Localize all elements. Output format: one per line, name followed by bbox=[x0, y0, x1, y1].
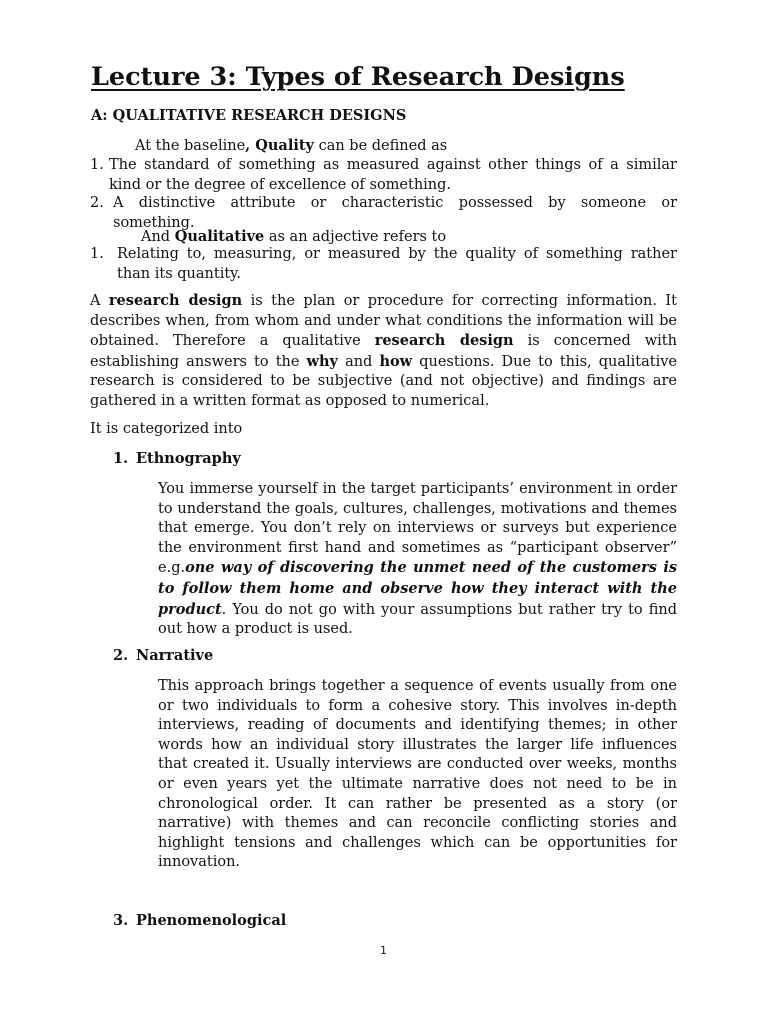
qualitative-definitions bbox=[90, 245, 677, 284]
categorized-intro: It is categorized into bbox=[90, 421, 243, 437]
qualitative-intro: And Qualitative as an adjective refers to bbox=[141, 228, 447, 245]
page-number: 1 bbox=[380, 944, 387, 957]
quality-definitions bbox=[90, 156, 677, 233]
page-title: Lecture 3: Types of Research Designs bbox=[91, 62, 625, 92]
category-heading-narrative: 2. Narrative bbox=[113, 647, 214, 664]
list-item: 1. The standard of something as measured against other things of a similar kind or the degree of excellence of something. bbox=[90, 157, 677, 193]
category-heading-phenomenological: 3. Phenomenological bbox=[113, 912, 287, 929]
ethnography-paragraph: You immerse yourself in the target participants’ environment in order to understand the goals, cultures, challenges, motivations and themes that emerge. You don’t rely on interviews or surveys but experience the environment first hand and sometimes as “participant observer” e.g.one way of discovering the unmet need of the customers is to follow them home and observe how they interact with the product. You do not go with your assumptions but rather try to find out how a product is used. bbox=[158, 481, 677, 638]
narrative-paragraph: This approach brings together a sequence of events usually from one or two individuals to form a cohesive story. This involves in-depth interviews, reading of documents and identifying themes; in other words how an individual story illustrates the larger life influences that created it. Usually interviews are conducted over weeks, months or even years yet the ultimate narrative does not need to be in chronological order. It can rather be presented as a story (or narrative) with themes and can reconcile conflicting stories and highlight tensions and challenges which can be opportunities for innovation. bbox=[158, 678, 677, 871]
section-heading: A: QUALITATIVE RESEARCH DESIGNS bbox=[91, 107, 407, 124]
list-item: 2. A distinctive attribute or characteristic possessed by someone or something. bbox=[90, 195, 677, 231]
list-item: 1. Relating to, measuring, or measured by the quality of something rather than its quantity. bbox=[90, 246, 677, 282]
research-design-paragraph: A research design is the plan or procedure for correcting information. It describes when, from whom and under what conditions the information will be obtained. Therefore a qualitative research design is concerned with establishing answers to the why and how questions. Due to this, qualitative research is considered to be subjective (and not objective) and findings are gathered in a written format as opposed to numerical. bbox=[90, 292, 678, 409]
category-heading-ethnography: 1. Ethnography bbox=[113, 450, 241, 467]
quality-intro: At the baseline, Quality can be defined as bbox=[135, 137, 448, 154]
